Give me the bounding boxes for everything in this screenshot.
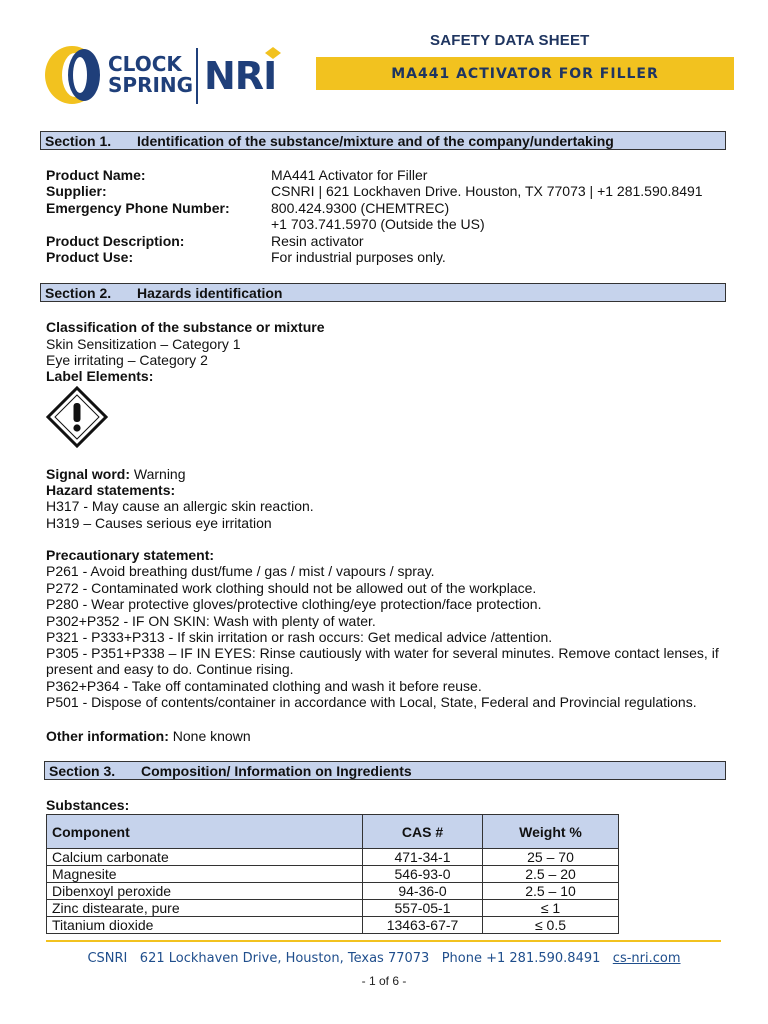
- emergency-phone-label: Emergency Phone Number:: [46, 200, 230, 216]
- table-row: [47, 849, 619, 866]
- weight-cell: 2.5 – 20: [483, 866, 619, 883]
- section-number: Section 3.: [49, 762, 116, 779]
- other-information-label: Other information:: [46, 728, 169, 744]
- substances-label: Substances:: [46, 797, 130, 813]
- product-description-value: Resin activator: [271, 233, 364, 249]
- product-description-label: Product Description:: [46, 233, 185, 249]
- precautionary-statement: P280 - Wear protective gloves/protective clothing/eye protection/face protection.: [46, 596, 542, 612]
- label-elements-heading: Label Elements:: [46, 368, 154, 384]
- other-information-line: [46, 728, 251, 744]
- section-1-header: [40, 131, 726, 150]
- cas-cell: 471-34-1: [363, 849, 483, 866]
- precautionary-statement: P302+P352 - IF ON SKIN: Wash with plenty of water.: [46, 613, 376, 629]
- section-title: Hazards identification: [137, 284, 283, 301]
- component-cell: Dibenxoyl peroxide: [47, 883, 363, 900]
- weight-cell: ≤ 0.5: [483, 917, 619, 934]
- table-row: [47, 883, 619, 900]
- supplier-label: Supplier:: [46, 183, 107, 199]
- precautionary-statement: P305 - P351+P338 – IF IN EYES: Rinse cautiously with water for several minutes. Remove contact lenses, if: [46, 645, 719, 661]
- other-information-value: None known: [172, 728, 251, 744]
- product-use-value: For industrial purposes only.: [271, 249, 446, 265]
- precautionary-statement: P321 - P333+P313 - If skin irritation or rash occurs: Get medical advice /attention.: [46, 629, 553, 645]
- hazard-statement: H319 – Causes serious eye irritation: [46, 515, 272, 531]
- precautionary-statement: P501 - Dispose of contents/container in accordance with Local, State, Federal and Provincial regulations.: [46, 694, 697, 710]
- section-2-header: [40, 283, 726, 302]
- hazard-statements-heading: Hazard statements:: [46, 482, 176, 498]
- footer-address: 621 Lockhaven Drive, Houston, Texas 77073: [139, 951, 430, 966]
- footer-website-link[interactable]: cs-nri.com: [612, 951, 681, 966]
- company-logo: [44, 44, 294, 106]
- cas-cell: 557-05-1: [363, 900, 483, 917]
- precautionary-statement: P362+P364 - Take off contaminated clothing and wash it before reuse.: [46, 678, 482, 694]
- footer-company: CSNRI: [87, 951, 128, 966]
- logo-text-clock: CLOCK: [108, 52, 182, 76]
- weight-cell: 25 – 70: [483, 849, 619, 866]
- cas-cell: 546-93-0: [363, 866, 483, 883]
- classification-heading: Classification of the substance or mixture: [46, 319, 325, 335]
- precautionary-statement: P272 - Contaminated work clothing should not be allowed out of the workplace.: [46, 580, 537, 596]
- weight-cell: 2.5 – 10: [483, 883, 619, 900]
- section-title: Composition/ Information on Ingredients: [141, 762, 412, 779]
- component-cell: Zinc distearate, pure: [47, 900, 363, 917]
- table-header-row: [47, 815, 619, 849]
- cas-cell: 13463-67-7: [363, 917, 483, 934]
- table-row: [47, 866, 619, 883]
- cas-cell: 94-36-0: [363, 883, 483, 900]
- signal-word-value: Warning: [133, 466, 186, 482]
- document-title: SAFETY DATA SHEET: [430, 32, 590, 49]
- table-row: [47, 917, 619, 934]
- supplier-value: CSNRI | 621 Lockhaven Drive. Houston, TX 77073 | +1 281.590.8491: [271, 183, 703, 199]
- classification-item: Skin Sensitization – Category 1: [46, 336, 241, 352]
- column-header-cas: CAS #: [363, 815, 483, 849]
- column-header-weight: Weight %: [483, 815, 619, 849]
- section-number: Section 1.: [45, 132, 112, 149]
- logo-text-spring: SPRING: [108, 73, 194, 97]
- product-use-label: Product Use:: [46, 249, 134, 265]
- table-row: [47, 900, 619, 917]
- component-cell: Magnesite: [47, 866, 363, 883]
- precautionary-statement: P261 - Avoid breathing dust/fume / gas / mist / vapours / spray.: [46, 563, 435, 579]
- exclamation-hazard-pictogram-icon: [46, 386, 108, 448]
- column-header-component: Component: [47, 815, 363, 849]
- emergency-phone-1: 800.424.9300 (CHEMTREC): [271, 200, 450, 216]
- weight-cell: ≤ 1: [483, 900, 619, 917]
- signal-word-label: Signal word:: [46, 466, 130, 482]
- footer-phone: Phone +1 281.590.8491: [441, 951, 601, 966]
- product-banner: MA441 ACTIVATOR FOR FILLER: [316, 57, 734, 90]
- precautionary-statement: present and easy to do. Continue rising.: [46, 661, 294, 677]
- classification-item: Eye irritating – Category 2: [46, 352, 208, 368]
- page-number: - 1 of 6 -: [361, 974, 407, 988]
- footer-divider: [46, 940, 721, 942]
- hazard-statement: H317 - May cause an allergic skin reaction.: [46, 498, 314, 514]
- precautionary-heading: Precautionary statement:: [46, 547, 215, 563]
- product-name-value: MA441 Activator for Filler: [271, 167, 428, 183]
- emergency-phone-2: +1 703.741.5970 (Outside the US): [271, 216, 485, 232]
- section-number: Section 2.: [45, 284, 112, 301]
- component-cell: Calcium carbonate: [47, 849, 363, 866]
- signal-word-line: [46, 466, 186, 482]
- section-3-header: [44, 761, 726, 780]
- logo-text-nri: NRI: [204, 54, 277, 98]
- section-title: Identification of the substance/mixture and of the company/undertaking: [137, 132, 614, 149]
- composition-table: [46, 814, 619, 934]
- component-cell: Titanium dioxide: [47, 917, 363, 934]
- product-name-label: Product Name:: [46, 167, 146, 183]
- page-footer: [0, 951, 768, 966]
